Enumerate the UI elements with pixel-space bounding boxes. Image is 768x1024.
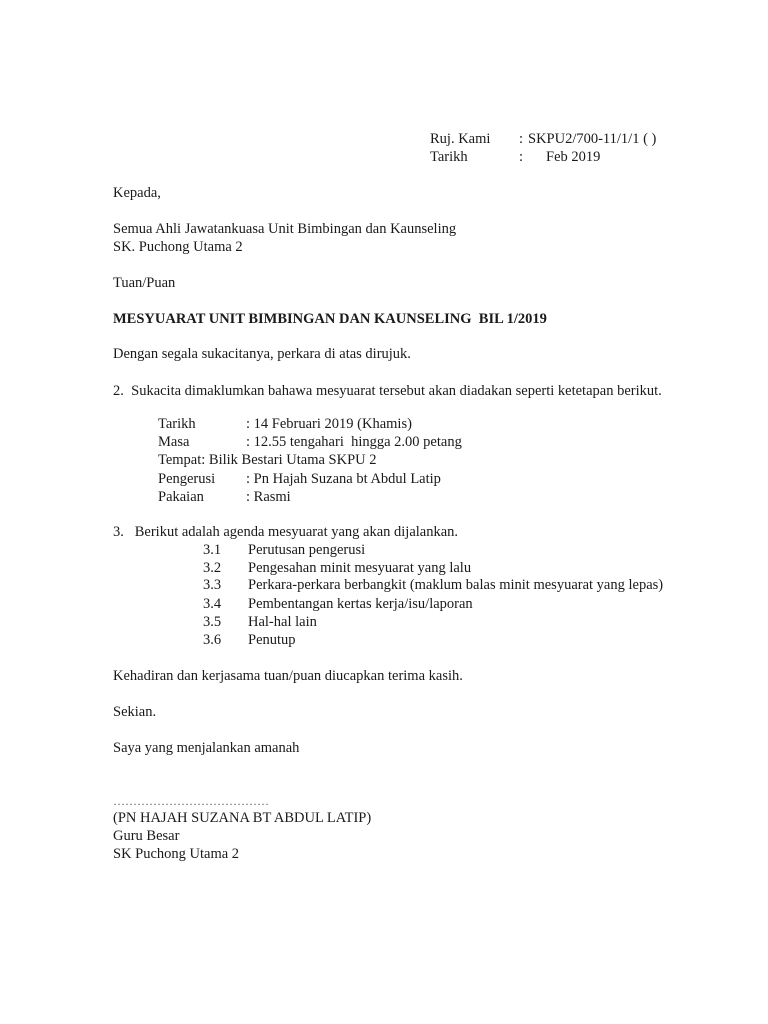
signatory-school: SK Puchong Utama 2 bbox=[113, 846, 240, 862]
ruj-value: SKPU2/700-11/1/1 ( ) bbox=[528, 131, 657, 147]
tarikh-label: Tarikh bbox=[430, 149, 468, 165]
kepada-text: Kepada, bbox=[113, 185, 161, 201]
detail-masa-label: Masa bbox=[158, 434, 190, 450]
agenda-num: 3.4 bbox=[203, 596, 222, 612]
agenda-num: 3.1 bbox=[203, 542, 222, 558]
detail-tarikh-label: Tarikh bbox=[158, 416, 196, 432]
agenda-num: 3.6 bbox=[203, 632, 222, 648]
detail-pengerusi-label: Pengerusi bbox=[158, 471, 216, 487]
recipient-line-2: SK. Puchong Utama 2 bbox=[113, 239, 243, 255]
agenda-text: Perkara-perkara berbangkit (maklum balas minit mesyuarat yang lepas) bbox=[248, 577, 664, 593]
agenda-text: Pengesahan minit mesyuarat yang lalu bbox=[248, 560, 472, 576]
agenda-text: Pembentangan kertas kerja/isu/laporan bbox=[248, 596, 473, 612]
signatory-name: (PN HAJAH SUZANA BT ABDUL LATIP) bbox=[113, 810, 372, 826]
ruj-label: Ruj. Kami bbox=[430, 131, 491, 147]
agenda-text: Perutusan pengerusi bbox=[248, 542, 366, 558]
paragraph-2: 2. Sukacita dimaklumkan bahawa mesyuarat tersebut akan diadakan seperti ketetapan berikut. bbox=[113, 383, 662, 399]
amanah-text: Saya yang menjalankan amanah bbox=[113, 740, 300, 756]
agenda-text: Penutup bbox=[248, 632, 296, 648]
detail-pengerusi-value: : Pn Hajah Suzana bt Abdul Latip bbox=[246, 471, 441, 487]
recipient-line-1: Semua Ahli Jawatankuasa Unit Bimbingan dan Kaunseling bbox=[113, 221, 457, 237]
paragraph-1: Dengan segala sukacitanya, perkara di atas dirujuk. bbox=[113, 346, 411, 362]
ruj-separator: : bbox=[519, 131, 524, 147]
detail-masa-value: : 12.55 tengahari hingga 2.00 petang bbox=[246, 434, 462, 450]
tarikh-value: Feb 2019 bbox=[546, 149, 601, 165]
agenda-text: Hal-hal lain bbox=[248, 614, 317, 630]
signatory-position: Guru Besar bbox=[113, 828, 180, 844]
tarikh-separator: : bbox=[519, 149, 524, 165]
detail-tempat: Tempat: Bilik Bestari Utama SKPU 2 bbox=[158, 452, 377, 468]
letter-title: MESYUARAT UNIT BIMBINGAN DAN KAUNSELING BIL 1/2019 bbox=[113, 311, 547, 327]
detail-tarikh-value: : 14 Februari 2019 (Khamis) bbox=[246, 416, 412, 432]
salutation: Tuan/Puan bbox=[113, 275, 176, 291]
agenda-num: 3.5 bbox=[203, 614, 222, 630]
thanks-paragraph: Kehadiran dan kerjasama tuan/puan diucapkan terima kasih. bbox=[113, 668, 463, 684]
signature-line: ………………………………… bbox=[113, 794, 269, 808]
agenda-num: 3.3 bbox=[203, 577, 222, 593]
detail-pakaian-label: Pakaian bbox=[158, 489, 204, 505]
sekian-text: Sekian. bbox=[113, 704, 157, 720]
paragraph-3: 3. Berikut adalah agenda mesyuarat yang akan dijalankan. bbox=[113, 524, 459, 540]
agenda-num: 3.2 bbox=[203, 560, 222, 576]
detail-pakaian-value: : Rasmi bbox=[246, 489, 291, 505]
